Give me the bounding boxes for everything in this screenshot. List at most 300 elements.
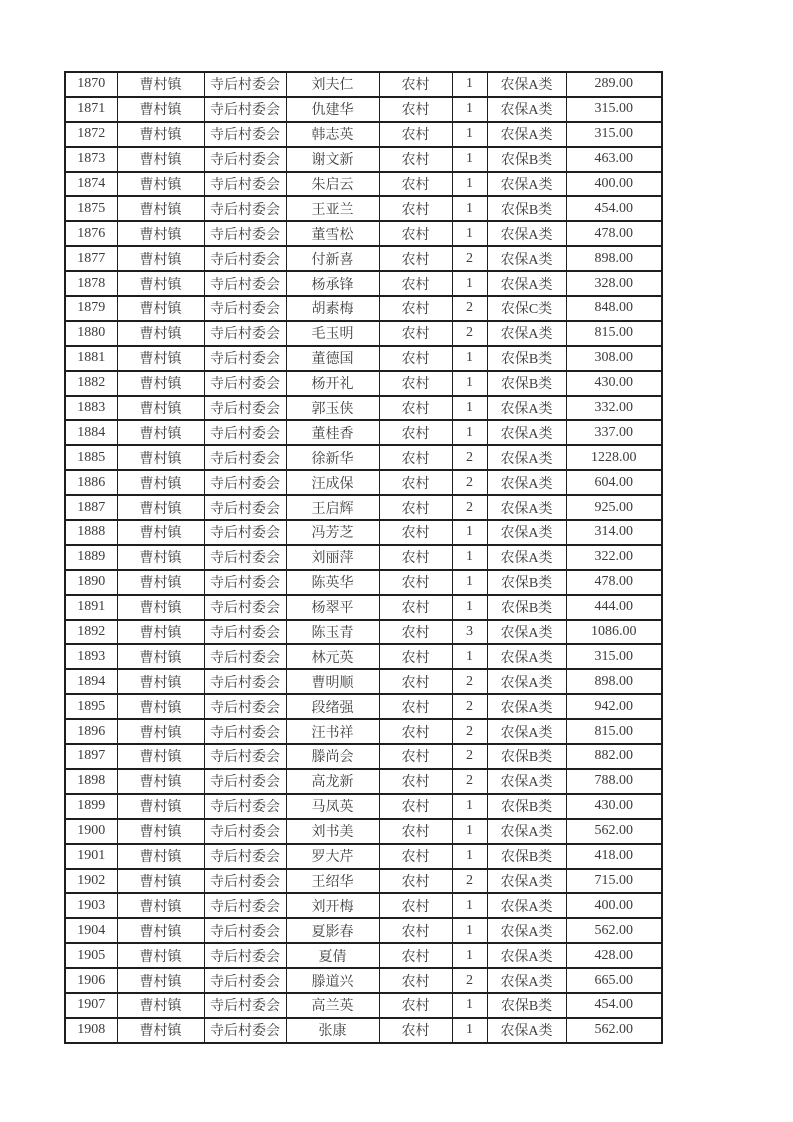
village-committee: 寺后村委会 [204, 495, 286, 520]
table-row [65, 595, 662, 620]
person-count: 1 [452, 147, 487, 172]
table-row [65, 445, 662, 470]
person-name: 仇建华 [286, 97, 379, 122]
village-committee: 寺后村委会 [204, 893, 286, 918]
village-committee: 寺后村委会 [204, 943, 286, 968]
serial-number: 1896 [65, 719, 117, 744]
town-name: 曹村镇 [117, 644, 204, 669]
residence-type: 农村 [379, 794, 452, 819]
residence-type: 农村 [379, 122, 452, 147]
serial-number: 1887 [65, 495, 117, 520]
serial-number: 1884 [65, 420, 117, 445]
person-name: 段绪强 [286, 694, 379, 719]
village-committee: 寺后村委会 [204, 744, 286, 769]
village-committee: 寺后村委会 [204, 644, 286, 669]
person-name: 汪书祥 [286, 719, 379, 744]
serial-number: 1906 [65, 968, 117, 993]
table-row [65, 470, 662, 495]
person-name: 陈英华 [286, 570, 379, 595]
person-name: 曹明顺 [286, 669, 379, 694]
town-name: 曹村镇 [117, 595, 204, 620]
residence-type: 农村 [379, 918, 452, 943]
person-count: 1 [452, 1018, 487, 1043]
residence-type: 农村 [379, 172, 452, 197]
insurance-category: 农保A类 [487, 246, 566, 271]
residence-type: 农村 [379, 570, 452, 595]
town-name: 曹村镇 [117, 545, 204, 570]
village-committee: 寺后村委会 [204, 321, 286, 346]
town-name: 曹村镇 [117, 445, 204, 470]
residence-type: 农村 [379, 595, 452, 620]
table-row [65, 420, 662, 445]
serial-number: 1877 [65, 246, 117, 271]
person-name: 刘书美 [286, 819, 379, 844]
residence-type: 农村 [379, 669, 452, 694]
residence-type: 农村 [379, 97, 452, 122]
person-name: 林元英 [286, 644, 379, 669]
town-name: 曹村镇 [117, 495, 204, 520]
table-row [65, 545, 662, 570]
insurance-category: 农保A类 [487, 72, 566, 97]
serial-number: 1874 [65, 172, 117, 197]
town-name: 曹村镇 [117, 844, 204, 869]
amount: 815.00 [566, 719, 662, 744]
amount: 428.00 [566, 943, 662, 968]
residence-type: 农村 [379, 744, 452, 769]
serial-number: 1880 [65, 321, 117, 346]
village-committee: 寺后村委会 [204, 520, 286, 545]
village-committee: 寺后村委会 [204, 296, 286, 321]
person-count: 2 [452, 744, 487, 769]
pension-table [64, 71, 663, 1044]
person-count: 1 [452, 396, 487, 421]
person-name: 董德国 [286, 346, 379, 371]
insurance-category: 农保A类 [487, 445, 566, 470]
village-committee: 寺后村委会 [204, 968, 286, 993]
person-name: 夏倩 [286, 943, 379, 968]
table-row [65, 844, 662, 869]
amount: 463.00 [566, 147, 662, 172]
insurance-category: 农保B类 [487, 196, 566, 221]
village-committee: 寺后村委会 [204, 1018, 286, 1043]
residence-type: 农村 [379, 221, 452, 246]
person-name: 刘夫仁 [286, 72, 379, 97]
insurance-category: 农保B类 [487, 570, 566, 595]
town-name: 曹村镇 [117, 819, 204, 844]
town-name: 曹村镇 [117, 719, 204, 744]
town-name: 曹村镇 [117, 918, 204, 943]
village-committee: 寺后村委会 [204, 595, 286, 620]
insurance-category: 农保A类 [487, 545, 566, 570]
amount: 308.00 [566, 346, 662, 371]
insurance-category: 农保A类 [487, 669, 566, 694]
insurance-category: 农保A类 [487, 869, 566, 894]
town-name: 曹村镇 [117, 869, 204, 894]
town-name: 曹村镇 [117, 669, 204, 694]
person-count: 2 [452, 968, 487, 993]
person-count: 1 [452, 172, 487, 197]
person-name: 朱启云 [286, 172, 379, 197]
amount: 430.00 [566, 371, 662, 396]
person-count: 1 [452, 346, 487, 371]
serial-number: 1905 [65, 943, 117, 968]
amount: 454.00 [566, 993, 662, 1018]
person-name: 张康 [286, 1018, 379, 1043]
amount: 322.00 [566, 545, 662, 570]
amount: 898.00 [566, 669, 662, 694]
insurance-category: 农保B类 [487, 993, 566, 1018]
residence-type: 农村 [379, 993, 452, 1018]
town-name: 曹村镇 [117, 968, 204, 993]
town-name: 曹村镇 [117, 97, 204, 122]
serial-number: 1870 [65, 72, 117, 97]
person-count: 2 [452, 769, 487, 794]
town-name: 曹村镇 [117, 296, 204, 321]
insurance-category: 农保B类 [487, 595, 566, 620]
person-count: 1 [452, 72, 487, 97]
table-row [65, 644, 662, 669]
residence-type: 农村 [379, 869, 452, 894]
insurance-category: 农保B类 [487, 744, 566, 769]
insurance-category: 农保B类 [487, 346, 566, 371]
residence-type: 农村 [379, 445, 452, 470]
serial-number: 1882 [65, 371, 117, 396]
residence-type: 农村 [379, 644, 452, 669]
residence-type: 农村 [379, 495, 452, 520]
serial-number: 1888 [65, 520, 117, 545]
person-count: 1 [452, 644, 487, 669]
person-name: 胡素梅 [286, 296, 379, 321]
town-name: 曹村镇 [117, 744, 204, 769]
residence-type: 农村 [379, 968, 452, 993]
town-name: 曹村镇 [117, 893, 204, 918]
person-count: 1 [452, 794, 487, 819]
table-row [65, 1018, 662, 1043]
amount: 715.00 [566, 869, 662, 894]
table-row [65, 371, 662, 396]
amount: 337.00 [566, 420, 662, 445]
residence-type: 农村 [379, 893, 452, 918]
insurance-category: 农保B类 [487, 371, 566, 396]
amount: 315.00 [566, 97, 662, 122]
amount: 289.00 [566, 72, 662, 97]
person-name: 马凤英 [286, 794, 379, 819]
village-committee: 寺后村委会 [204, 172, 286, 197]
person-name: 滕道兴 [286, 968, 379, 993]
insurance-category: 农保A类 [487, 620, 566, 645]
person-count: 2 [452, 246, 487, 271]
amount: 444.00 [566, 595, 662, 620]
table-row [65, 321, 662, 346]
person-count: 1 [452, 918, 487, 943]
insurance-category: 农保A类 [487, 1018, 566, 1043]
person-name: 高龙新 [286, 769, 379, 794]
serial-number: 1878 [65, 271, 117, 296]
table-row [65, 893, 662, 918]
person-name: 汪成保 [286, 470, 379, 495]
serial-number: 1871 [65, 97, 117, 122]
serial-number: 1886 [65, 470, 117, 495]
town-name: 曹村镇 [117, 694, 204, 719]
serial-number: 1899 [65, 794, 117, 819]
table-row [65, 669, 662, 694]
town-name: 曹村镇 [117, 769, 204, 794]
town-name: 曹村镇 [117, 570, 204, 595]
table-row [65, 246, 662, 271]
amount: 562.00 [566, 1018, 662, 1043]
serial-number: 1875 [65, 196, 117, 221]
serial-number: 1904 [65, 918, 117, 943]
insurance-category: 农保A类 [487, 769, 566, 794]
village-committee: 寺后村委会 [204, 570, 286, 595]
town-name: 曹村镇 [117, 72, 204, 97]
amount: 1228.00 [566, 445, 662, 470]
person-name: 王绍华 [286, 869, 379, 894]
residence-type: 农村 [379, 296, 452, 321]
person-name: 高兰英 [286, 993, 379, 1018]
residence-type: 农村 [379, 545, 452, 570]
table-row [65, 794, 662, 819]
person-count: 2 [452, 495, 487, 520]
village-committee: 寺后村委会 [204, 346, 286, 371]
amount: 1086.00 [566, 620, 662, 645]
person-name: 董桂香 [286, 420, 379, 445]
amount: 478.00 [566, 221, 662, 246]
village-committee: 寺后村委会 [204, 72, 286, 97]
person-count: 2 [452, 694, 487, 719]
serial-number: 1902 [65, 869, 117, 894]
serial-number: 1901 [65, 844, 117, 869]
village-committee: 寺后村委会 [204, 620, 286, 645]
insurance-category: 农保B类 [487, 794, 566, 819]
serial-number: 1885 [65, 445, 117, 470]
amount: 882.00 [566, 744, 662, 769]
person-count: 1 [452, 420, 487, 445]
village-committee: 寺后村委会 [204, 719, 286, 744]
amount: 665.00 [566, 968, 662, 993]
table-row [65, 520, 662, 545]
residence-type: 农村 [379, 246, 452, 271]
town-name: 曹村镇 [117, 993, 204, 1018]
residence-type: 农村 [379, 346, 452, 371]
amount: 400.00 [566, 893, 662, 918]
person-name: 郭玉侠 [286, 396, 379, 421]
table-row [65, 72, 662, 97]
village-committee: 寺后村委会 [204, 420, 286, 445]
amount: 332.00 [566, 396, 662, 421]
table-row [65, 196, 662, 221]
town-name: 曹村镇 [117, 943, 204, 968]
town-name: 曹村镇 [117, 520, 204, 545]
person-name: 付新喜 [286, 246, 379, 271]
table-row [65, 744, 662, 769]
residence-type: 农村 [379, 470, 452, 495]
person-name: 王亚兰 [286, 196, 379, 221]
town-name: 曹村镇 [117, 246, 204, 271]
insurance-category: 农保A类 [487, 321, 566, 346]
table-row [65, 172, 662, 197]
serial-number: 1893 [65, 644, 117, 669]
person-name: 夏影春 [286, 918, 379, 943]
residence-type: 农村 [379, 620, 452, 645]
residence-type: 农村 [379, 769, 452, 794]
insurance-category: 农保A类 [487, 396, 566, 421]
person-name: 韩志英 [286, 122, 379, 147]
person-count: 2 [452, 669, 487, 694]
person-count: 2 [452, 719, 487, 744]
table-row [65, 769, 662, 794]
table-row [65, 918, 662, 943]
serial-number: 1881 [65, 346, 117, 371]
town-name: 曹村镇 [117, 420, 204, 445]
person-count: 1 [452, 371, 487, 396]
person-name: 滕尚会 [286, 744, 379, 769]
residence-type: 农村 [379, 943, 452, 968]
village-committee: 寺后村委会 [204, 396, 286, 421]
town-name: 曹村镇 [117, 371, 204, 396]
amount: 315.00 [566, 644, 662, 669]
serial-number: 1872 [65, 122, 117, 147]
serial-number: 1907 [65, 993, 117, 1018]
table-row [65, 869, 662, 894]
serial-number: 1898 [65, 769, 117, 794]
person-name: 杨承锋 [286, 271, 379, 296]
table-row [65, 221, 662, 246]
village-committee: 寺后村委会 [204, 147, 286, 172]
town-name: 曹村镇 [117, 196, 204, 221]
village-committee: 寺后村委会 [204, 545, 286, 570]
table-row [65, 943, 662, 968]
town-name: 曹村镇 [117, 172, 204, 197]
table-row [65, 122, 662, 147]
village-committee: 寺后村委会 [204, 669, 286, 694]
insurance-category: 农保A类 [487, 644, 566, 669]
table-row [65, 819, 662, 844]
table-row [65, 968, 662, 993]
amount: 418.00 [566, 844, 662, 869]
town-name: 曹村镇 [117, 620, 204, 645]
amount: 562.00 [566, 819, 662, 844]
serial-number: 1894 [65, 669, 117, 694]
person-name: 杨翠平 [286, 595, 379, 620]
person-count: 1 [452, 271, 487, 296]
person-count: 1 [452, 819, 487, 844]
amount: 314.00 [566, 520, 662, 545]
insurance-category: 农保A类 [487, 271, 566, 296]
residence-type: 农村 [379, 819, 452, 844]
serial-number: 1900 [65, 819, 117, 844]
serial-number: 1892 [65, 620, 117, 645]
insurance-category: 农保A类 [487, 694, 566, 719]
town-name: 曹村镇 [117, 794, 204, 819]
insurance-category: 农保A类 [487, 420, 566, 445]
residence-type: 农村 [379, 1018, 452, 1043]
serial-number: 1883 [65, 396, 117, 421]
amount: 942.00 [566, 694, 662, 719]
table-row [65, 271, 662, 296]
village-committee: 寺后村委会 [204, 246, 286, 271]
table-row [65, 147, 662, 172]
village-committee: 寺后村委会 [204, 221, 286, 246]
table-row [65, 97, 662, 122]
insurance-category: 农保B类 [487, 147, 566, 172]
amount: 815.00 [566, 321, 662, 346]
amount: 454.00 [566, 196, 662, 221]
town-name: 曹村镇 [117, 1018, 204, 1043]
person-name: 杨开礼 [286, 371, 379, 396]
insurance-category: 农保A类 [487, 172, 566, 197]
amount: 788.00 [566, 769, 662, 794]
insurance-category: 农保A类 [487, 943, 566, 968]
table-row [65, 495, 662, 520]
insurance-category: 农保A类 [487, 470, 566, 495]
person-count: 3 [452, 620, 487, 645]
insurance-category: 农保A类 [487, 122, 566, 147]
residence-type: 农村 [379, 72, 452, 97]
insurance-category: 农保A类 [487, 719, 566, 744]
table-row [65, 396, 662, 421]
person-count: 1 [452, 221, 487, 246]
person-count: 2 [452, 445, 487, 470]
village-committee: 寺后村委会 [204, 769, 286, 794]
residence-type: 农村 [379, 520, 452, 545]
town-name: 曹村镇 [117, 271, 204, 296]
amount: 315.00 [566, 122, 662, 147]
person-count: 1 [452, 97, 487, 122]
village-committee: 寺后村委会 [204, 918, 286, 943]
person-name: 罗大芹 [286, 844, 379, 869]
residence-type: 农村 [379, 271, 452, 296]
serial-number: 1876 [65, 221, 117, 246]
person-count: 1 [452, 893, 487, 918]
residence-type: 农村 [379, 371, 452, 396]
table-row [65, 993, 662, 1018]
village-committee: 寺后村委会 [204, 819, 286, 844]
person-count: 1 [452, 595, 487, 620]
town-name: 曹村镇 [117, 122, 204, 147]
table-row [65, 694, 662, 719]
amount: 848.00 [566, 296, 662, 321]
residence-type: 农村 [379, 196, 452, 221]
person-name: 刘开梅 [286, 893, 379, 918]
residence-type: 农村 [379, 396, 452, 421]
person-name: 董雪松 [286, 221, 379, 246]
insurance-category: 农保A类 [487, 968, 566, 993]
person-count: 2 [452, 470, 487, 495]
town-name: 曹村镇 [117, 321, 204, 346]
town-name: 曹村镇 [117, 470, 204, 495]
person-count: 2 [452, 869, 487, 894]
amount: 328.00 [566, 271, 662, 296]
person-count: 2 [452, 321, 487, 346]
residence-type: 农村 [379, 321, 452, 346]
amount: 898.00 [566, 246, 662, 271]
serial-number: 1895 [65, 694, 117, 719]
person-count: 1 [452, 570, 487, 595]
amount: 925.00 [566, 495, 662, 520]
insurance-category: 农保A类 [487, 221, 566, 246]
person-name: 陈玉青 [286, 620, 379, 645]
person-count: 1 [452, 196, 487, 221]
amount: 400.00 [566, 172, 662, 197]
amount: 562.00 [566, 918, 662, 943]
village-committee: 寺后村委会 [204, 470, 286, 495]
person-count: 1 [452, 545, 487, 570]
residence-type: 农村 [379, 719, 452, 744]
village-committee: 寺后村委会 [204, 271, 286, 296]
insurance-category: 农保A类 [487, 520, 566, 545]
person-name: 毛玉明 [286, 321, 379, 346]
